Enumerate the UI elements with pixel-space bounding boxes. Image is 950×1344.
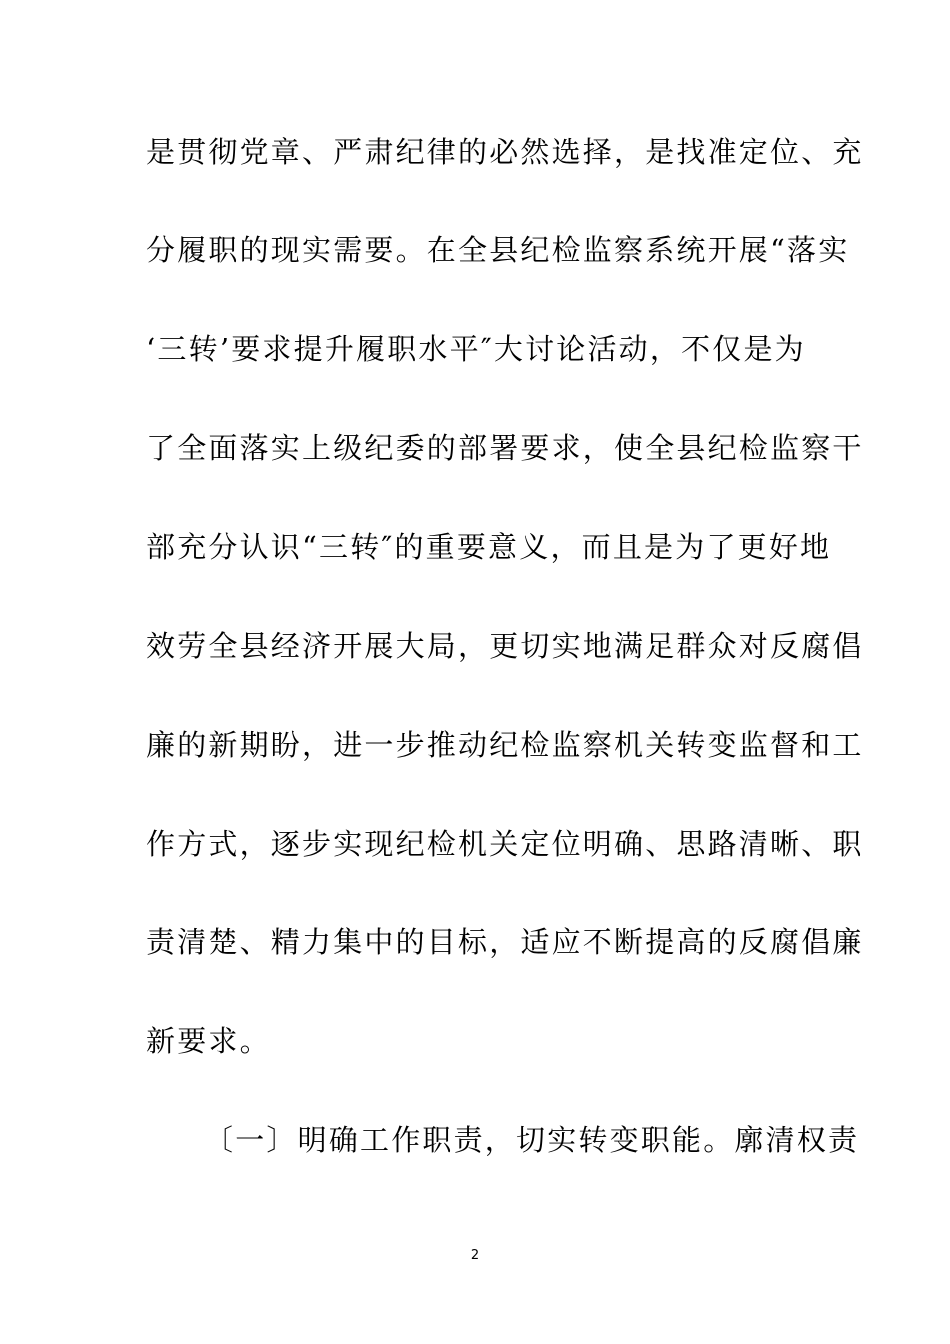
- body-text-line-2: 分履职的现实需要。在全县纪检监察系统开展“落实: [146, 233, 850, 267]
- body-text-line-10: 新要求。: [146, 1024, 271, 1058]
- body-text-line-5: 部充分认识“三转″的重要意义，而且是为了更好地: [146, 530, 832, 564]
- page-number: 2: [470, 1248, 480, 1263]
- section-heading-line: 〔一〕明确工作职责，切实转变职能。廓清权责: [204, 1123, 860, 1157]
- body-text-line-9: 责清楚、精力集中的目标，适应不断提高的反腐倡廉: [146, 925, 864, 959]
- body-text-line-6: 效劳全县经济开展大局，更切实地满足群众对反腐倡: [146, 629, 864, 663]
- body-text-line-7: 廉的新期盼，进一步推动纪检监察机关转变监督和工: [146, 728, 864, 762]
- body-text-line-3: ‘三转’要求提升履职水平″大讨论活动，不仅是为: [146, 332, 806, 366]
- body-text-line-8: 作方式，逐步实现纪检机关定位明确、思路清晰、职: [146, 827, 864, 861]
- body-text-line-4: 了全面落实上级纪委的部署要求，使全县纪检监察干: [146, 431, 864, 465]
- body-text-line-1: 是贯彻党章、严肃纪律的必然选择，是找准定位、充: [146, 135, 864, 169]
